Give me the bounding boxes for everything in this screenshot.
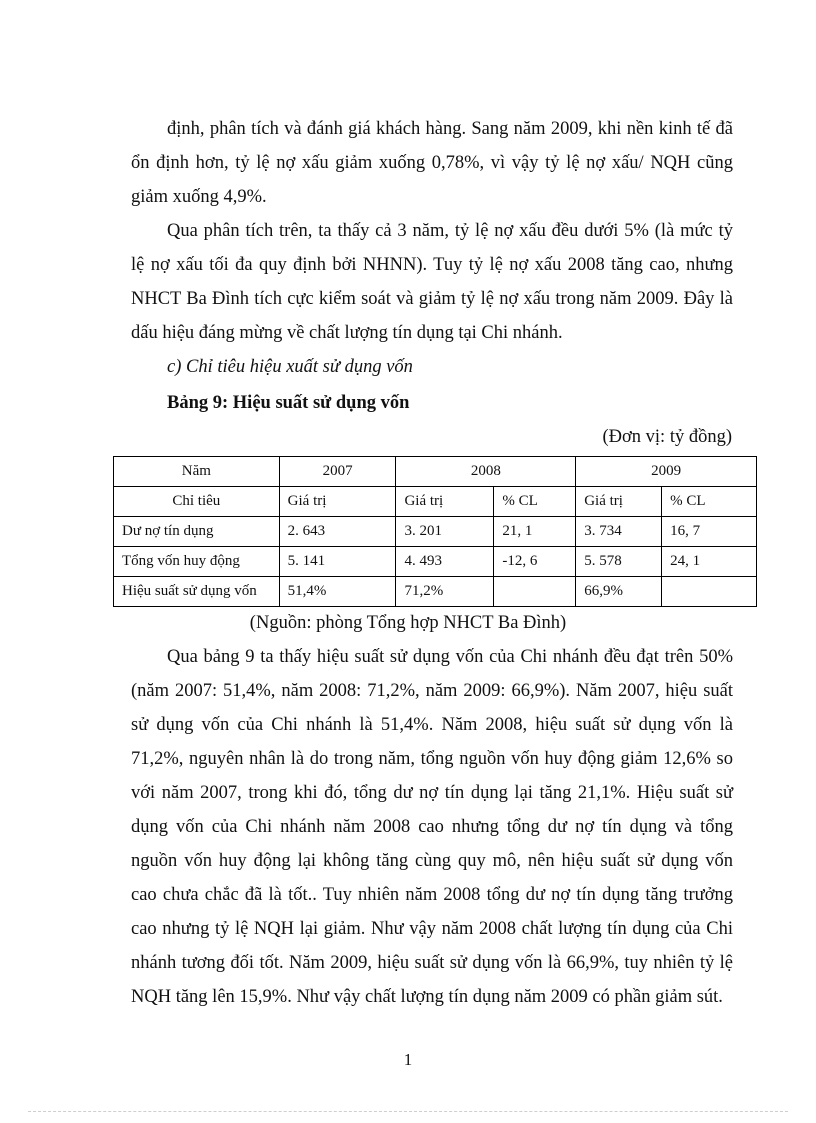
text-line: định, phân tích và đánh giá khách hàng. Sang năm 2009, khi nền kinh tế đã bbox=[167, 119, 733, 139]
table-cell: 3. 734 bbox=[576, 517, 662, 547]
row-label: Tổng vốn huy động bbox=[114, 547, 280, 577]
section-heading: c) Chỉ tiêu hiệu xuất sử dụng vốn bbox=[167, 357, 413, 377]
table-cell: 21, 1 bbox=[494, 517, 576, 547]
data-table bbox=[113, 456, 757, 607]
header-cell: 2007 bbox=[279, 457, 396, 487]
paragraph-1 bbox=[131, 112, 733, 214]
table-cell: 5. 578 bbox=[576, 547, 662, 577]
text-line: Qua phân tích trên, ta thấy cả 3 năm, tỷ lệ nợ xấu đều dưới 5% (là mức tỷ bbox=[167, 221, 733, 241]
text-line: (năm 2007: 51,4%, năm 2008: 71,2%, năm 2009: 66,9%). Năm 2007, hiệu suất bbox=[131, 681, 733, 701]
header-cell: 2009 bbox=[576, 457, 757, 487]
table-row bbox=[114, 517, 757, 547]
row-label: Hiệu suất sử dụng vốn bbox=[114, 577, 280, 607]
table-cell: -12, 6 bbox=[494, 547, 576, 577]
text-line: với năm 2007, trong khi đó, tổng dư nợ tín dụng lại tăng 21,1%. Hiệu suất sử bbox=[131, 783, 733, 803]
text-line: NQH tăng lên 15,9%. Như vậy chất lượng tín dụng năm 2009 có phần giảm sút. bbox=[131, 987, 723, 1007]
header-cell: 2008 bbox=[396, 457, 576, 487]
table-cell: 3. 201 bbox=[396, 517, 494, 547]
header-cell: Giá trị bbox=[279, 487, 396, 517]
text-line: lệ nợ xấu tối đa quy định bởi NHNN). Tuy tỷ lệ nợ xấu 2008 tăng cao, nhưng bbox=[131, 255, 733, 275]
table-subheader-row bbox=[114, 487, 757, 517]
paragraph-3 bbox=[131, 640, 733, 1014]
header-cell: % CL bbox=[662, 487, 757, 517]
page-number: 1 bbox=[403, 1050, 413, 1069]
table-header-row bbox=[114, 457, 757, 487]
text-line: 71,2%, nguyên nhân là do trong năm, tổng nguồn vốn huy động giảm 12,6% so bbox=[131, 749, 733, 769]
text-line: dấu hiệu đáng mừng về chất lượng tín dụng tại Chi nhánh. bbox=[131, 323, 563, 343]
text-line: nhánh tương đối tốt. Năm 2009, hiệu suất sử dụng vốn là 66,9%, tuy nhiên tỷ lệ bbox=[131, 953, 733, 973]
table-cell: 4. 493 bbox=[396, 547, 494, 577]
table-cell: 16, 7 bbox=[662, 517, 757, 547]
table-unit: (Đơn vị: tỷ đồng) bbox=[602, 427, 732, 447]
table-source: (Nguồn: phòng Tổng hợp NHCT Ba Đình) bbox=[249, 613, 567, 633]
text-line: NHCT Ba Đình tích cực kiểm soát và giảm tỷ lệ nợ xấu trong năm 2009. Đây là bbox=[131, 289, 733, 309]
header-cell: Chỉ tiêu bbox=[114, 487, 280, 517]
paragraph-2 bbox=[131, 214, 733, 350]
table-cell: 71,2% bbox=[396, 577, 494, 607]
table-cell bbox=[662, 577, 757, 607]
text-line: dụng vốn của Chi nhánh năm 2008 cao nhưng tổng dư nợ tín dụng và tổng bbox=[131, 817, 733, 837]
table-row bbox=[114, 577, 757, 607]
table-cell: 2. 643 bbox=[279, 517, 396, 547]
text-line: ổn định hơn, tỷ lệ nợ xấu giảm xuống 0,78%, vì vậy tỷ lệ nợ xấu/ NQH cũng bbox=[131, 153, 733, 173]
text-line: giảm xuống 4,9%. bbox=[131, 187, 267, 207]
table-cell: 5. 141 bbox=[279, 547, 396, 577]
table-row bbox=[114, 547, 757, 577]
header-cell: % CL bbox=[494, 487, 576, 517]
text-line: nguồn vốn huy động lại không tăng cùng quy mô, nên hiệu suất sử dụng vốn bbox=[131, 851, 733, 871]
text-line: Qua bảng 9 ta thấy hiệu suất sử dụng vốn của Chi nhánh đều đạt trên 50% bbox=[167, 647, 733, 667]
header-cell: Giá trị bbox=[396, 487, 494, 517]
table-cell: 51,4% bbox=[279, 577, 396, 607]
page-divider bbox=[28, 1111, 788, 1112]
text-line: sử dụng vốn của Chi nhánh là 51,4%. Năm 2008, hiệu suất sử dụng vốn là bbox=[131, 715, 733, 735]
table-cell: 66,9% bbox=[576, 577, 662, 607]
header-cell: Giá trị bbox=[576, 487, 662, 517]
text-line: cao chưa chắc đã là tốt.. Tuy nhiên năm 2008 tổng dư nợ tín dụng tăng trưởng bbox=[131, 885, 733, 905]
row-label: Dư nợ tín dụng bbox=[114, 517, 280, 547]
table-cell bbox=[494, 577, 576, 607]
table-cell: 24, 1 bbox=[662, 547, 757, 577]
text-line: cao nhưng tỷ lệ NQH lại giảm. Như vậy năm 2008 chất lượng tín dụng của Chi bbox=[131, 919, 733, 939]
header-cell: Năm bbox=[114, 457, 280, 487]
table-title: Bảng 9: Hiệu suất sử dụng vốn bbox=[167, 393, 410, 413]
